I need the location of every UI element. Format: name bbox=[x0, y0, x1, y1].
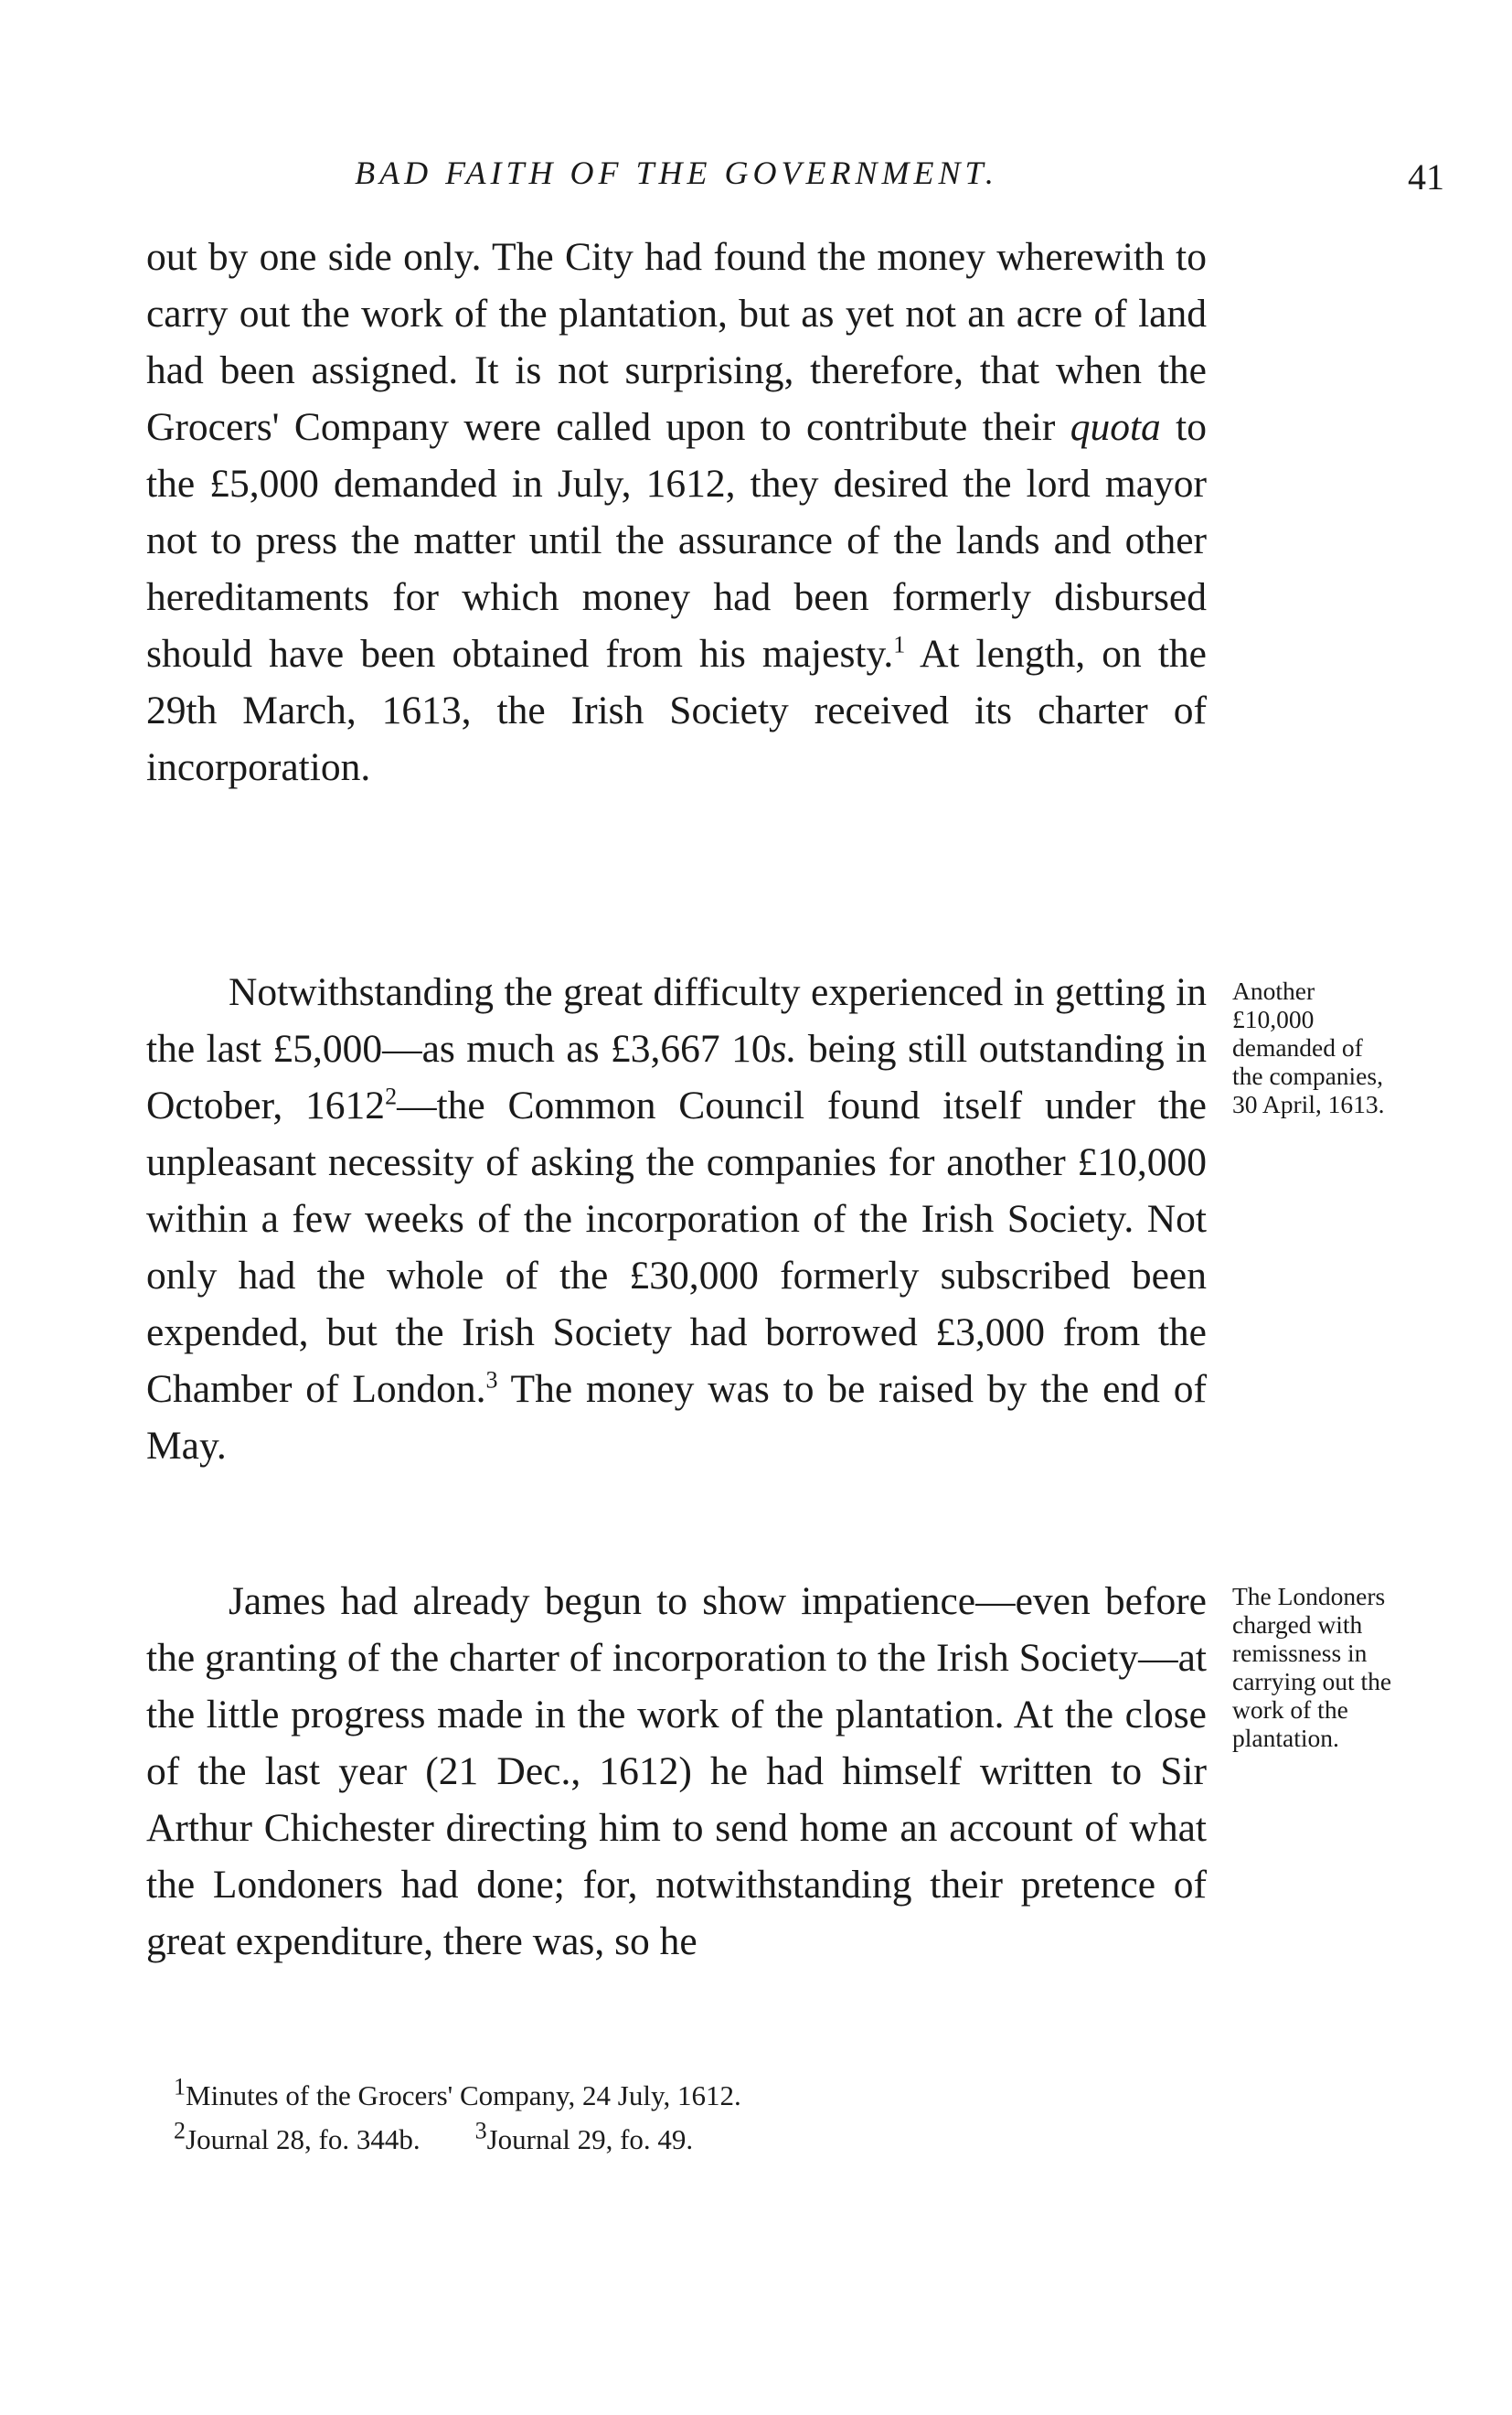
footnote-2-text: Journal 28, fo. 344b. bbox=[186, 2123, 421, 2155]
footnote-2-number: 2 bbox=[174, 2117, 186, 2144]
italic-quota: quota bbox=[1070, 405, 1161, 449]
marginal-note-2: The Londoners charged with remissness in carrying out the work of the plantation. bbox=[1232, 1582, 1392, 1752]
paragraph-3 bbox=[146, 1573, 1207, 1970]
marginal-note-1: Another £10,000 demanded of the companies, 30 April, 1613. bbox=[1232, 977, 1385, 1118]
footnote-ref-3: 3 bbox=[485, 1366, 498, 1394]
paragraph-2-text-d: The money was to be raised by the end of May. bbox=[146, 1367, 1207, 1468]
paragraph-2-text-a: Notwithstanding the great difficulty experienced in getting in the last £5,000—as much as £3,667 10 bbox=[146, 970, 1207, 1071]
footnote-1 bbox=[174, 2074, 1179, 2118]
paragraph-1-text-a: out by one side only. The City had found the money wherewith to carry out the work of the plantation, but as yet not an acre of land had been assigned. It is not surprising, therefore, that when the Grocers' Company were called upon to contribute their bbox=[146, 235, 1207, 449]
footnote-3-number: 3 bbox=[474, 2117, 487, 2144]
paragraph-2-text-b: being still outstanding in October, 1612 bbox=[146, 1027, 1207, 1127]
footnote-1-text: Minutes of the Grocers' Company, 24 July, 1612. bbox=[186, 2079, 741, 2111]
paragraph-3-text: James had already begun to show impatience—even before the granting of the charter of incorporation to the Irish Society—at the little progress made in the work of the plantation. At the close of the last year (21 Dec., 1612) he had himself written to Sir Arthur Chichester directing him to send home an account of what the Londoners had done; for, notwithstanding their pretence of great expenditure, there was, so he bbox=[146, 1579, 1207, 1963]
paragraph-1 bbox=[146, 229, 1207, 796]
paragraph-1-text-c: At length, on the 29th March, 1613, the Irish Society received its charter of incorporation. bbox=[146, 632, 1207, 789]
footnote-3-text: Journal 29, fo. 49. bbox=[486, 2123, 694, 2155]
paragraph-2 bbox=[146, 964, 1207, 1474]
footnote-ref-2: 2 bbox=[385, 1083, 398, 1110]
footnote-1-number: 1 bbox=[174, 2073, 186, 2100]
footnotes bbox=[174, 2074, 1179, 2162]
italic-shillings: s. bbox=[771, 1027, 797, 1071]
paragraph-1-text-b: to the £5,000 demanded in July, 1612, they desired the lord mayor not to press the matter until the assurance of the lands and other hereditaments for which money had been formerly disbursed should have been obtained from his majesty. bbox=[146, 405, 1207, 676]
page-number: 41 bbox=[1408, 156, 1444, 198]
paragraph-2-text-c: —the Common Council found itself under the unpleasant necessity of asking the companies for another £10,000 within a few weeks of the incorporation of the Irish Society. Not only had the whole of the £30,000 formerly subscribed been expended, but the Irish Society had borrowed £3,000 from the Chamber of London. bbox=[146, 1084, 1207, 1411]
running-title: BAD FAITH OF THE GOVERNMENT. bbox=[355, 155, 998, 191]
footnote-ref-1: 1 bbox=[893, 631, 906, 658]
footnote-row-2 bbox=[174, 2118, 1179, 2162]
